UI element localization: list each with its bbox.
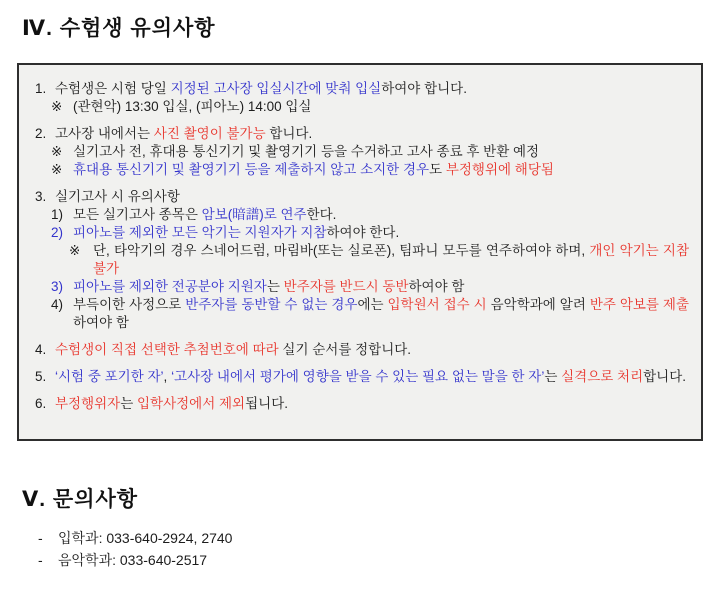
notice-line (33, 143, 689, 161)
dash-bullet: - (38, 552, 43, 568)
text-segment: 실기고사 시 유의사항 (55, 189, 180, 204)
notice-line (33, 125, 689, 143)
text-segment: 부득이한 사정으로 (73, 297, 186, 312)
notice-line-text (55, 395, 689, 413)
text-segment: 고사장 내에서는 (55, 126, 154, 141)
notice-line (33, 161, 689, 179)
notice-line-text (73, 224, 689, 242)
text-segment: 피아노를 제외한 모든 악기는 지원자가 지참 (73, 225, 327, 240)
list-marker: 3) (51, 279, 64, 294)
text-segment: 입학원서 접수 시 (387, 297, 487, 312)
text-segment: ‘시험 중 포기한 자’ (55, 369, 164, 384)
notice-line-text (55, 188, 689, 206)
text-segment: 한다. (306, 207, 337, 222)
contact-text (58, 527, 232, 549)
text-segment: 됩니다. (245, 396, 288, 411)
text-segment: 반주자를 반드시 동반 (283, 279, 409, 294)
notice-line-text (73, 161, 689, 179)
contact-number: 033-640-2517 (119, 552, 208, 568)
list-marker: 1. (35, 81, 47, 96)
text-segment: 부정행위에 해당됨 (445, 162, 554, 177)
notice-line-text (73, 296, 689, 332)
notice-line (33, 206, 689, 224)
notice-line (33, 296, 689, 332)
notice-line-text (55, 125, 689, 143)
text-segment: , (163, 369, 172, 384)
text-segment: 휴대용 통신기기 및 촬영기기 등을 제출하지 않고 소지한 경우 (73, 162, 430, 177)
list-marker: 4) (51, 297, 64, 312)
notice-line (33, 278, 689, 296)
contact-list (38, 527, 719, 571)
text-segment: 하여야 한다. (326, 225, 400, 240)
contact-label: 음악학과: (58, 552, 120, 568)
notice-line (33, 80, 689, 98)
list-marker: 2. (35, 126, 47, 141)
text-segment: 수험생은 시험 당일 (55, 81, 171, 96)
notice-line-text (73, 206, 689, 224)
list-marker: 1) (51, 207, 64, 222)
list-marker: 5. (35, 369, 47, 384)
text-segment: 는 (266, 279, 284, 294)
notice-line (33, 242, 689, 278)
notice-line-text (73, 143, 689, 161)
text-segment: 는 (544, 369, 562, 384)
section-5-title: Ⅴ. 문의사항 (22, 488, 139, 511)
text-segment: 도 (429, 162, 446, 177)
notice-line (33, 98, 689, 116)
text-segment: 에는 (357, 297, 388, 312)
text-segment: 실격으로 처리 (561, 369, 644, 384)
text-segment: 단, 타악기의 경우 스네어드럼, 마림바(또는 실로폰), 팀파니 모두를 연주하여야 하며, (93, 243, 590, 258)
section-4-title: Ⅳ. 수험생 유의사항 (22, 17, 216, 40)
text-segment: 반주자를 동반할 수 없는 경우 (185, 297, 358, 312)
text-segment: 지정된 고사장 입실시간에 맞춰 입실 (170, 81, 382, 96)
notice-line-text (73, 98, 689, 116)
contact-line (38, 549, 719, 571)
text-segment: 하여야 함 (73, 315, 129, 330)
notice-line (33, 188, 689, 206)
text-segment: 피아노를 제외한 전공분야 지원자 (73, 279, 267, 294)
list-marker: 6. (35, 396, 47, 411)
contact-label: 입학과: (58, 530, 107, 546)
text-segment: 부정행위자 (55, 396, 121, 411)
text-segment: 입학사정에서 제외 (137, 396, 246, 411)
dash-bullet: - (38, 530, 43, 546)
text-segment: 음악학과에 알려 (486, 297, 590, 312)
text-segment: 반주 악보를 제출 (589, 297, 689, 312)
text-segment: 합니다. (265, 126, 313, 141)
notice-line (33, 368, 689, 386)
notice-line-text (55, 368, 689, 386)
text-segment: 사진 촬영이 불가능 (153, 126, 266, 141)
list-marker: ※ (69, 243, 81, 258)
text-segment: 개인 악기는 지참 불가 (93, 243, 689, 276)
notice-line-text (73, 278, 689, 296)
text-segment: 실기 순서를 정합니다. (278, 342, 412, 357)
contact-number: 033-640-2924, 2740 (106, 530, 233, 546)
list-marker: ※ (51, 99, 63, 114)
text-segment: (관현악) 13:30 입실, (피아노) 14:00 입실 (73, 99, 312, 114)
notice-line-text (93, 242, 689, 278)
text-segment: 하여야 함 (408, 279, 465, 294)
notice-line (33, 224, 689, 242)
notice-line (33, 395, 689, 413)
list-marker: ※ (51, 162, 63, 177)
text-segment: 합니다. (643, 369, 687, 384)
contact-text (58, 549, 207, 571)
notice-line-text (55, 80, 689, 98)
list-marker: 3. (35, 189, 47, 204)
contact-line (38, 527, 719, 549)
notice-line-text (55, 341, 689, 359)
text-segment: 는 (120, 396, 138, 411)
list-marker: ※ (51, 144, 63, 159)
text-segment: 수험생이 직접 선택한 추첨번호에 따라 (55, 342, 279, 357)
text-segment: 실기고사 전, 휴대용 통신기기 및 촬영기기 등을 수거하고 고사 종료 후 반환 예정 (73, 144, 540, 159)
text-segment: 모든 실기고사 종목은 (73, 207, 202, 222)
text-segment: 암보(暗譜)로 연주 (201, 207, 307, 222)
notice-line (33, 341, 689, 359)
text-segment: ‘고사장 내에서 평가에 영향을 받을 수 있는 필요 없는 말을 한 자’ (171, 369, 545, 384)
list-marker: 4. (35, 342, 47, 357)
list-marker: 2) (51, 225, 64, 240)
notice-box (17, 63, 703, 441)
text-segment: 하여야 합니다. (381, 81, 467, 96)
